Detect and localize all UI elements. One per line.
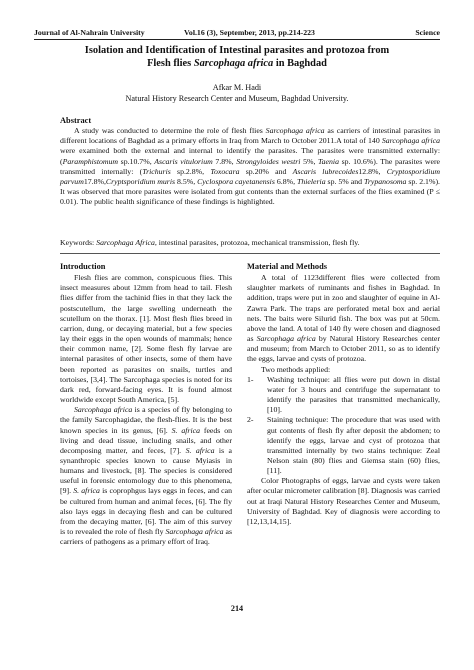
methods-list xyxy=(247,375,440,477)
introduction-column xyxy=(60,262,232,547)
list-item: 1- Washing technique: all flies were put down in distal water for 3 hours and centrifuge the supernatant to identify the parasites that transmitted mechanically, [10]. xyxy=(247,374,440,415)
author-affiliation: Natural History Research Center and Museum, Baghdad University. xyxy=(125,94,349,103)
paper-title: Isolation and Identification of Intestinal parasites and protozoa from Flesh flies Sarcophaga africa in Baghdad xyxy=(84,45,390,69)
introduction-heading: Introduction xyxy=(60,262,106,271)
author-block xyxy=(40,82,434,104)
methods-heading: Material and Methods xyxy=(247,262,328,271)
author-name: Afkar M. Hadi xyxy=(212,83,262,92)
methods-column xyxy=(247,262,440,527)
abstract-heading: Abstract xyxy=(60,116,92,125)
list-item: 2- Staining technique: The procedure that was used with gut contents of flesh fly after deposit the abdomen; to identify the eggs, larvae and cyst of protozoa that transmitted internally by two stains technique: Zeal Nelson stain (80) flies and Giemsa stain (60) flies, [11]. xyxy=(247,415,440,476)
page-number: 214 xyxy=(230,604,244,613)
abstract-body: A study was conducted to determine the role of flesh flies Sarcophaga africa as carriers of intestinal parasites in different locations of Baghdad as a primary efforts in Iraq from March to October 2011.A total of 140 Sarcophaga africa were examined both the external and internal to identify the parasites. The parasites were transmitted externally: (Paramphistomum sp.10.7%, Ascaris vitulorium 7.8%, Strongyloides westri 5%, Taenia sp. 10.6%). The parasites were transmitted internally: (Trichuris sp.2.8%, Toxocara sp.20% and Ascaris lubrecoides12.8%, Cryptosporidium parvum17.8%,Cryptsporidium muris 8.5%, Cyclospora cayetanensis 6.8%, Thieleria sp. 5% and Trypanosoma sp. 2.1%). It was observed that more parasites were isolated from gut contents than the external surfaces of the flies examined (P ≤ 0.01). The public health significance of these findings is highlighted. xyxy=(60,126,441,207)
introduction-paragraph-1: Flesh flies are common, conspicuous flies. This insect measures about 12mm from head to tail. Flesh flies differ from the tachinid flies in that they lack the postscutellum, the large swelling underneath the scutellum on the thorax. [1]. Most flesh flies breed in carrion, dung, or decaying material, but a few species lay their eggs in the open wounds of mammals; hence their common name, [2]. Some flesh fly larvae are internal parasites of other insects, some of them have been reported as parasites on snails, turtles and tortoises, [3,4]. The Sarcophaga species is noted for its dark red, forward-facing eyes. It is found almost worldwide except South America, [5]. xyxy=(60,273,232,405)
volume-info: Vol.16 (3), September, 2013, pp.214-223 xyxy=(184,28,315,37)
journal-name: Journal of Al-Nahrain University xyxy=(34,28,145,37)
introduction-paragraph-2: Sarcophaga africa is a species of fly belonging to the family Sarcophagidae, the flesh-flies. It is the best known species in its genus, [6]. S. africa feeds on living and dead tissue, including snails, and other decomposing matter, and feces, [7]. S. africa is a synanthropic species known to cause Myiasis in humans and livestock, [8]. The species is considered useful in forensic entomology due to this phenomena, [9]. S. africa is coprophgus lays eggs in feces, and can be cultured from human and animal feces, [6]. The fly also lays eggs in decaying flesh and can be cultured from the decaying matter, [6]. The aim of this survey is to revealed the role of flesh fly Sarcophaga africa as carriers of pathogens as a primary effort of Iraq. xyxy=(60,405,233,547)
section-label: Science xyxy=(415,28,440,37)
keywords: Keywords: Sarcophaga Africa, intestinal parasites, protozoa, mechanical transmission, flesh fly. xyxy=(60,238,360,247)
methods-paragraph-2: Two methods applied: xyxy=(261,364,331,374)
keywords-rule xyxy=(60,253,440,254)
header-rule xyxy=(34,39,440,40)
methods-paragraph-3: Color Photographs of eggs, larvae and cysts were taken after ocular micrometer calibration [8]. Diagnosis was carried out at Iraqi Natural History Researches Center and Museum, University of Baghdad. Key of diagnosis were according to [12,13,14,15]. xyxy=(247,476,440,526)
methods-paragraph-1: A total of 1123different flies were collected from slaughter markets of ruminants and fishes in Baghdad. In addition, traps were put in zoo and slaughter of equine in Al-Zawra Park. The traps are perforated metal box and aerial nets. The baits were Silurid fish. The box was put at 50cm. above the land. A total of 140 fly were chosen and diagnosed as Sarcophaga africa by Natural History Researches center and museum; from March to October 2011, so as to identify the eggs, larvae and cysts of protozoa. xyxy=(247,273,440,364)
